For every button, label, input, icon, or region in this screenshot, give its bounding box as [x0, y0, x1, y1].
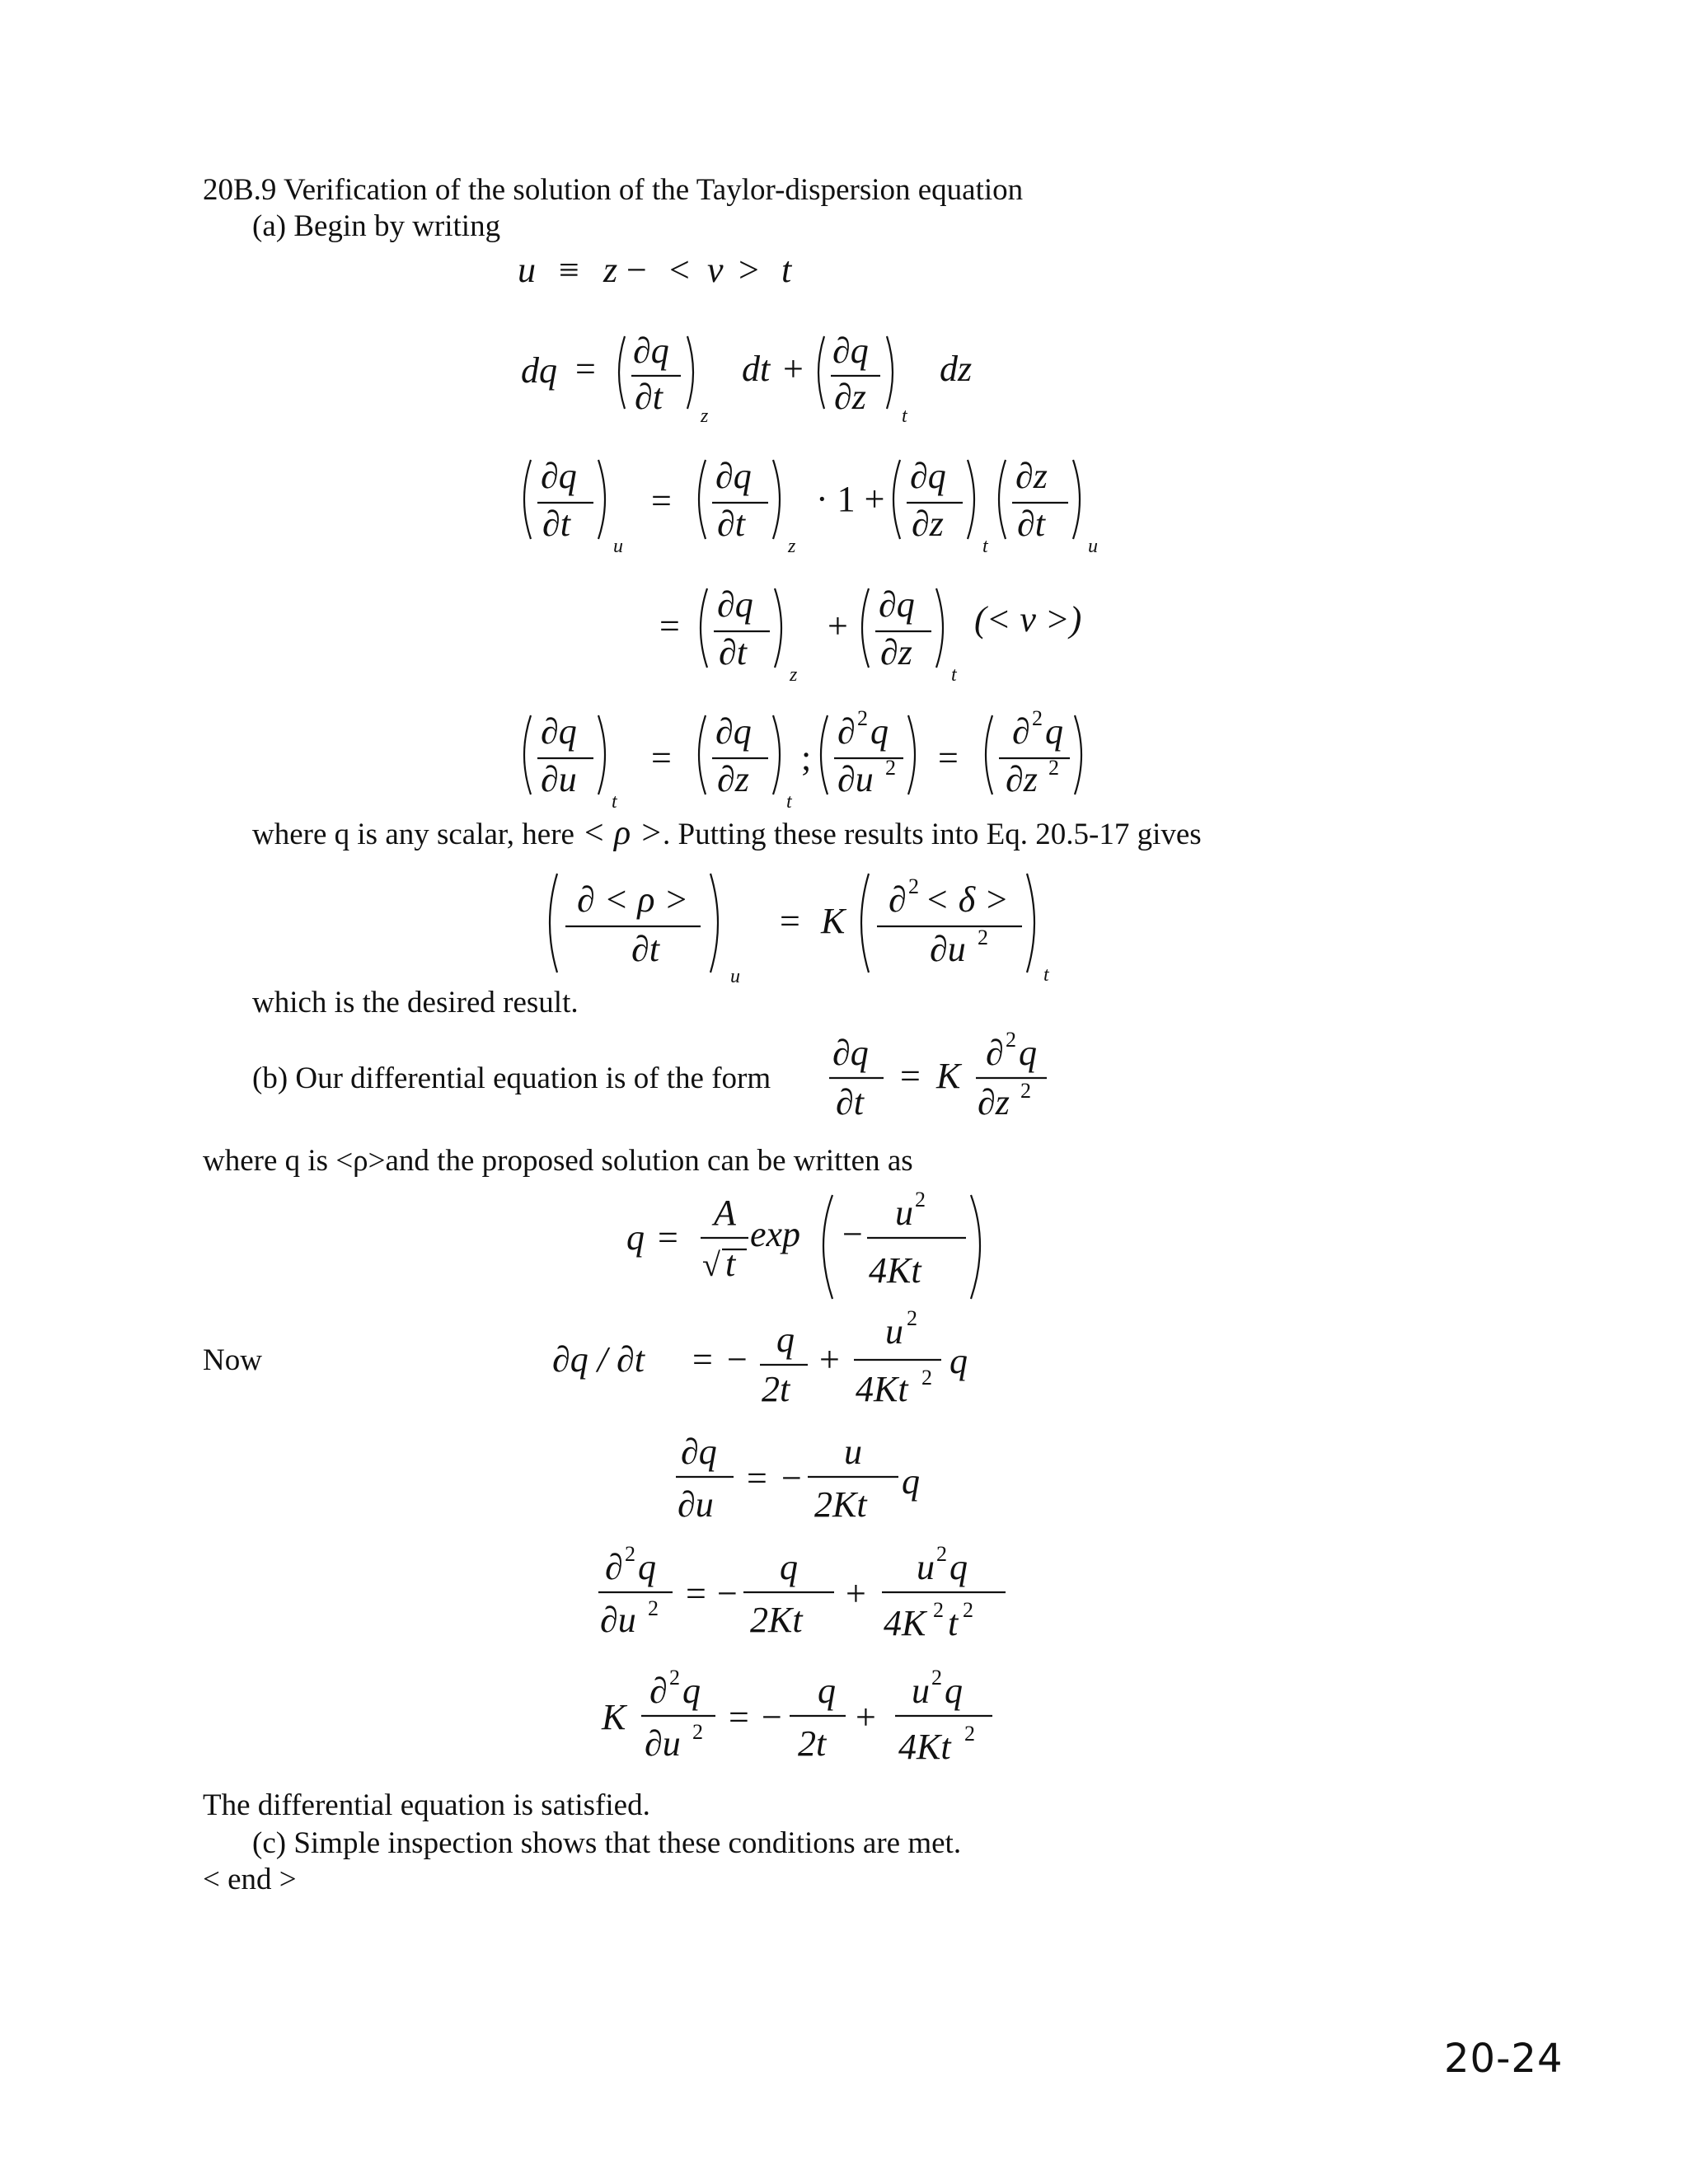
- svg-text:z: z: [790, 664, 798, 686]
- svg-text:=: =: [686, 1573, 706, 1614]
- svg-text:∂q: ∂q: [715, 456, 752, 496]
- svg-text:√: √: [702, 1246, 720, 1283]
- svg-text:∂u: ∂u: [837, 759, 874, 799]
- svg-text:∂z: ∂z: [912, 504, 944, 544]
- satisfied-text: The differential equation is satisfied.: [203, 1788, 650, 1822]
- svg-text:∂: ∂: [986, 1033, 1004, 1073]
- svg-text:∂z: ∂z: [1006, 759, 1038, 799]
- svg-text:2: 2: [625, 1542, 635, 1566]
- svg-text:=: =: [651, 480, 672, 521]
- equation-time-derivative-at-u: [511, 437, 1170, 560]
- equation-k-d2q-du2: [593, 1657, 1022, 1780]
- where-scalar-text: where q is any scalar, here: [252, 818, 574, 851]
- part-b-intro: (b) Our differential equation is of the form: [252, 1062, 771, 1095]
- svg-text:2: 2: [1020, 1079, 1031, 1103]
- svg-text:=: =: [651, 738, 672, 778]
- svg-text:∂t: ∂t: [631, 929, 659, 969]
- svg-text:∂q: ∂q: [717, 584, 753, 625]
- svg-text:∂u: ∂u: [930, 929, 966, 969]
- svg-text:∂: ∂: [837, 711, 856, 752]
- svg-text:q: q: [1019, 1033, 1037, 1073]
- svg-text:=: =: [659, 606, 680, 646]
- equation-differential-form: [824, 1022, 1088, 1137]
- svg-text:=: =: [747, 1458, 767, 1498]
- svg-text:q: q: [776, 1319, 795, 1360]
- svg-text:t: t: [781, 250, 792, 290]
- svg-text:∂u: ∂u: [645, 1723, 681, 1764]
- equation-transformed-dispersion: [536, 857, 1113, 989]
- svg-text:+: +: [856, 1697, 876, 1737]
- part-b-solution-intro: where q is <ρ>and the proposed solution can be written as: [203, 1144, 913, 1178]
- svg-text:dt: dt: [742, 349, 771, 389]
- svg-text:2: 2: [931, 1666, 942, 1690]
- svg-text:∂q: ∂q: [832, 1033, 869, 1073]
- svg-text:∂t: ∂t: [542, 504, 570, 544]
- equation-space-derivatives: [511, 692, 1137, 816]
- svg-text:∂q: ∂q: [633, 330, 669, 371]
- svg-text:u: u: [912, 1671, 930, 1711]
- svg-text:z: z: [788, 536, 796, 557]
- svg-text:2Kt: 2Kt: [750, 1600, 803, 1640]
- svg-text:=: =: [729, 1697, 749, 1737]
- svg-text:A: A: [714, 1193, 736, 1233]
- svg-text:−: −: [842, 1214, 863, 1254]
- svg-text:∂q / ∂t: ∂q / ∂t: [552, 1339, 645, 1380]
- svg-text:u: u: [917, 1547, 935, 1587]
- svg-text:∂t: ∂t: [1017, 504, 1045, 544]
- svg-text:=: =: [938, 738, 959, 778]
- svg-text:u: u: [730, 966, 740, 987]
- svg-text:u: u: [518, 250, 536, 290]
- svg-text:−: −: [626, 250, 647, 290]
- svg-text:q: q: [870, 711, 889, 752]
- svg-text:2: 2: [885, 756, 896, 780]
- equation-substituted-velocity: [651, 569, 1146, 692]
- svg-text:=: =: [575, 349, 596, 389]
- svg-text:u: u: [1088, 536, 1098, 557]
- svg-text:K: K: [821, 901, 846, 941]
- svg-text:∂z: ∂z: [717, 759, 749, 799]
- svg-text:(< v >): (< v >): [974, 599, 1082, 640]
- svg-text:∂q: ∂q: [681, 1432, 717, 1472]
- equation-d2q-du2: [593, 1533, 1022, 1657]
- svg-text:∂t: ∂t: [719, 632, 747, 673]
- equation-total-differential: [511, 313, 1006, 437]
- svg-text:2: 2: [908, 874, 919, 898]
- svg-text:=: =: [658, 1217, 678, 1258]
- svg-text:∂: ∂: [605, 1547, 623, 1587]
- svg-text:2: 2: [915, 1188, 926, 1212]
- svg-text:4Kt: 4Kt: [856, 1369, 908, 1409]
- svg-text:q: q: [950, 1547, 968, 1587]
- svg-text:2: 2: [921, 1366, 932, 1390]
- svg-text:2: 2: [963, 1598, 973, 1622]
- svg-text:∂u: ∂u: [541, 759, 577, 799]
- svg-text:q: q: [945, 1671, 963, 1711]
- page-number: 20-24: [1444, 2036, 1564, 2082]
- svg-text:K: K: [936, 1056, 961, 1096]
- svg-text:t: t: [982, 536, 988, 557]
- svg-text:4Kt: 4Kt: [898, 1727, 951, 1767]
- svg-text:+: +: [819, 1339, 840, 1380]
- problem-heading: 20B.9 Verification of the solution of the Taylor-dispersion equation: [203, 173, 1024, 207]
- svg-text:−: −: [727, 1339, 748, 1380]
- svg-text:t: t: [951, 664, 957, 686]
- svg-text:2: 2: [907, 1306, 917, 1330]
- svg-text:K: K: [602, 1697, 626, 1737]
- desired-result-text: which is the desired result.: [252, 986, 579, 1019]
- svg-text:+: +: [846, 1573, 866, 1614]
- svg-text:∂q: ∂q: [541, 711, 577, 752]
- svg-text:2: 2: [936, 1542, 947, 1566]
- svg-text:q: q: [818, 1671, 836, 1711]
- svg-text:∂ < ρ >: ∂ < ρ >: [577, 879, 689, 920]
- svg-text:q: q: [638, 1547, 656, 1587]
- svg-text:q: q: [626, 1217, 645, 1258]
- svg-text:∂z: ∂z: [1015, 456, 1048, 496]
- svg-text:4K: 4K: [884, 1603, 926, 1643]
- svg-text:;: ;: [801, 738, 812, 778]
- svg-text:q: q: [780, 1547, 798, 1587]
- svg-text:u: u: [895, 1193, 913, 1233]
- svg-text:∂q: ∂q: [715, 711, 752, 752]
- svg-text:u: u: [844, 1432, 862, 1472]
- svg-text:q: q: [950, 1341, 968, 1381]
- equation-u-definition: [495, 244, 841, 293]
- svg-text:∂: ∂: [1012, 711, 1030, 752]
- where-scalar-line: [252, 816, 1202, 851]
- svg-text:u: u: [885, 1311, 903, 1352]
- svg-text:< δ >: < δ >: [925, 879, 1009, 920]
- svg-text:2: 2: [692, 1720, 703, 1744]
- part-a-intro: (a) Begin by writing: [252, 209, 501, 243]
- svg-text:>: >: [738, 250, 759, 290]
- svg-text:∂u: ∂u: [600, 1600, 636, 1640]
- svg-text:t: t: [786, 791, 792, 813]
- svg-text:∂: ∂: [889, 879, 907, 920]
- svg-text:=: =: [900, 1056, 921, 1096]
- svg-text:t: t: [902, 405, 907, 427]
- svg-text:2t: 2t: [798, 1723, 827, 1764]
- svg-text:· 1 +: · 1 +: [816, 479, 885, 519]
- svg-text:2Kt: 2Kt: [814, 1484, 867, 1525]
- svg-text:∂t: ∂t: [717, 504, 745, 544]
- svg-text:2: 2: [964, 1722, 975, 1746]
- svg-text:2: 2: [669, 1666, 680, 1690]
- svg-text:t: t: [948, 1603, 959, 1643]
- svg-text:t: t: [612, 791, 617, 813]
- svg-text:∂q: ∂q: [832, 330, 869, 371]
- svg-text:v: v: [707, 250, 724, 290]
- svg-text:q: q: [902, 1461, 920, 1502]
- svg-text:∂t: ∂t: [635, 377, 663, 417]
- equation-proposed-solution: [610, 1179, 1006, 1310]
- svg-text:+: +: [828, 606, 848, 646]
- svg-text:exp: exp: [750, 1214, 801, 1254]
- svg-text:2: 2: [857, 706, 868, 730]
- svg-text:dz: dz: [940, 349, 973, 389]
- svg-text:t: t: [1043, 964, 1049, 986]
- svg-text:2: 2: [1048, 756, 1059, 780]
- svg-text:2t: 2t: [762, 1369, 790, 1409]
- now-label: Now: [203, 1343, 262, 1377]
- svg-text:4Kt: 4Kt: [869, 1250, 921, 1291]
- svg-text:dq: dq: [521, 350, 557, 391]
- svg-text:≡: ≡: [559, 250, 579, 290]
- svg-text:∂: ∂: [649, 1671, 668, 1711]
- svg-text:∂z: ∂z: [978, 1082, 1010, 1122]
- svg-text:t: t: [725, 1244, 736, 1284]
- svg-text:−: −: [762, 1697, 782, 1737]
- equation-dq-du: [668, 1418, 997, 1541]
- where-result-text: . Putting these results into Eq. 20.5-17 gives: [663, 818, 1202, 851]
- svg-text:∂z: ∂z: [880, 632, 912, 673]
- part-c-text: (c) Simple inspection shows that these conditions are met.: [252, 1826, 962, 1860]
- svg-text:=: =: [692, 1339, 713, 1380]
- svg-text:∂t: ∂t: [836, 1082, 864, 1122]
- svg-text:∂u: ∂u: [678, 1484, 714, 1525]
- svg-text:−: −: [781, 1458, 802, 1498]
- where-rho-symbol: < ρ >: [582, 814, 663, 852]
- svg-text:2: 2: [1032, 706, 1043, 730]
- equation-dq-dt: [544, 1302, 1006, 1426]
- svg-text:∂z: ∂z: [834, 377, 866, 417]
- svg-text:−: −: [717, 1573, 738, 1614]
- svg-text:+: +: [783, 349, 804, 389]
- svg-text:q: q: [1045, 711, 1063, 752]
- svg-text:2: 2: [648, 1596, 659, 1620]
- svg-text:2: 2: [978, 926, 988, 949]
- svg-text:u: u: [613, 536, 623, 557]
- svg-text:∂q: ∂q: [910, 456, 946, 496]
- svg-text:z: z: [701, 405, 709, 427]
- svg-text:q: q: [682, 1671, 701, 1711]
- svg-text:z: z: [603, 250, 618, 290]
- svg-text:2: 2: [933, 1598, 944, 1622]
- svg-text:∂q: ∂q: [879, 584, 915, 625]
- svg-text:=: =: [780, 901, 800, 941]
- end-marker: < end >: [203, 1863, 297, 1896]
- svg-text:∂q: ∂q: [541, 456, 577, 496]
- svg-text:<: <: [669, 250, 690, 290]
- svg-text:2: 2: [1006, 1028, 1016, 1052]
